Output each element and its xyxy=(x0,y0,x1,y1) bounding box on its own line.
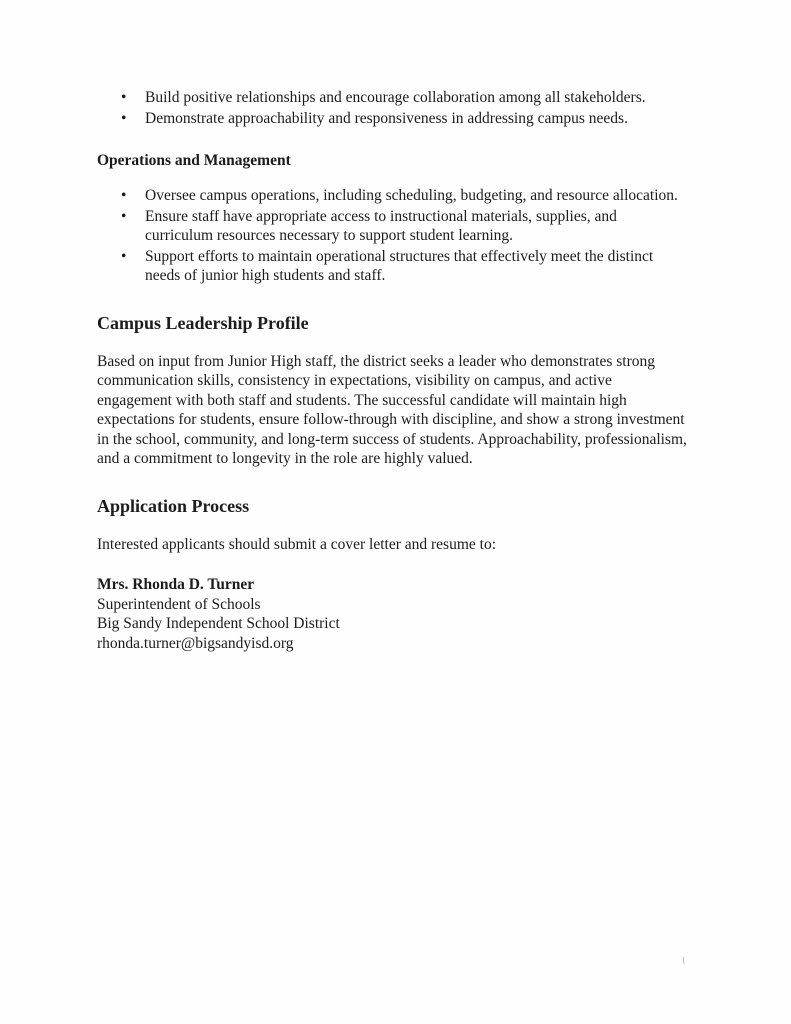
operations-bullet-list xyxy=(97,186,687,286)
contact-title: Superintendent of Schools xyxy=(97,595,261,613)
contact-district: Big Sandy Independent School District xyxy=(97,615,340,632)
application-process-heading: Application Process xyxy=(97,495,250,516)
contact-block xyxy=(97,575,687,653)
campus-leadership-paragraph: Based on input from Junior High staff, the district seeks a leader who demonstrates strong communication skills, consistency in expectations, visibility on campus, and active engagement with both staff and students. The successful candidate will maintain high expectations for students, ensure follow-through with discipline, and show a strong investment in the school, community, and long-term success of students. Approachability, professionalism, and a commitment to longevity in the role are highly valued. xyxy=(97,352,687,467)
contact-email: rhonda.turner@bigsandyisd.org xyxy=(97,634,294,652)
bullet-item: • Demonstrate approachability and responsiveness in addressing campus needs. xyxy=(97,109,687,129)
stakeholder-bullet-list xyxy=(97,88,687,128)
contact-name: Mrs. Rhonda D. Turner xyxy=(97,576,255,593)
scan-artifact: \ xyxy=(680,954,687,968)
campus-leadership-heading: Campus Leadership Profile xyxy=(97,312,309,333)
application-intro-line: Interested applicants should submit a cover letter and resume to: xyxy=(97,535,497,553)
operations-heading: Operations and Management xyxy=(97,152,291,169)
bullet-item: • Build positive relationships and encourage collaboration among all stakeholders. xyxy=(97,88,687,108)
bullet-item: • Ensure staff have appropriate access to instructional materials, supplies, and curriculum resources necessary to support student learning. xyxy=(97,207,687,246)
bullet-item: • Oversee campus operations, including scheduling, budgeting, and resource allocation. xyxy=(97,186,687,206)
bullet-item: • Support efforts to maintain operational structures that effectively meet the distinct needs of junior high students and staff. xyxy=(97,247,687,286)
